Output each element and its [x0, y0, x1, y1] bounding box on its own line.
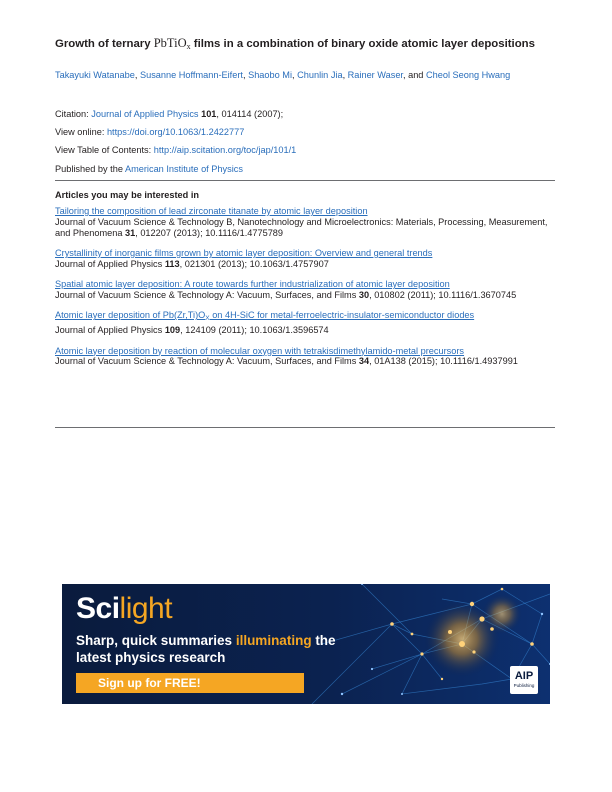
- citation-doi: , 01A138 (2015); 10.1116/1.4937991: [369, 356, 518, 367]
- citation-journal: Journal of Vacuum Science & Technology B, Nanotechnology and Microelectronics: Materials, Processing, Measurement, and Phenomena: [55, 216, 548, 238]
- citation-doi: , 021301 (2013); 10.1063/1.4757907: [179, 258, 329, 269]
- citation-volume: 31: [124, 227, 136, 238]
- title-part: Atomic layer deposition of Pb(Zr,Ti)O: [55, 310, 206, 321]
- related-article-title-link[interactable]: Atomic layer deposition by reaction of molecular oxygen with tetrakisdimethylamido-metal precursors: [55, 345, 465, 356]
- tagline-highlight: illuminating: [235, 633, 312, 648]
- view-online-label: View online:: [55, 127, 107, 138]
- toc-line: [55, 141, 555, 159]
- divider-top: [55, 180, 555, 181]
- citation-journal-link[interactable]: Journal of Applied Physics: [91, 109, 199, 119]
- related-article: [55, 248, 555, 270]
- toc-link[interactable]: http://aip.scitation.org/toc/jap/101/1: [153, 145, 297, 156]
- signup-button[interactable]: Sign up for FREE!: [76, 673, 304, 693]
- related-article: [55, 346, 555, 368]
- author-separator: ,: [342, 70, 348, 80]
- author-separator: , and: [402, 70, 426, 80]
- citation-doi: , 012207 (2013); 10.1116/1.4775789: [135, 227, 284, 238]
- citation-journal: Journal of Applied Physics: [55, 325, 165, 336]
- citation-journal: Journal of Vacuum Science & Technology A: Vacuum, Surfaces, and Films: [55, 356, 359, 367]
- title-formula: [154, 36, 191, 50]
- title-formula-base: PbTiO: [153, 36, 187, 50]
- author-separator: ,: [134, 70, 140, 80]
- related-articles-list: [55, 206, 555, 377]
- citation-pages-year: , 014114 (2007);: [216, 109, 284, 119]
- tagline-post: the latest physics research: [76, 633, 336, 665]
- citation-volume: 34: [358, 356, 370, 367]
- view-online-line: [55, 123, 555, 141]
- publisher-label: Published by the: [55, 163, 125, 174]
- related-article-citation: [55, 217, 555, 239]
- related-article: [55, 206, 555, 238]
- author-link[interactable]: Chunlin Jia: [297, 70, 343, 80]
- brand-main-text: Sci: [76, 592, 120, 625]
- citation-block: [55, 105, 555, 178]
- related-article: [55, 310, 555, 336]
- citation-volume: 113: [164, 258, 180, 269]
- author-separator: ,: [242, 70, 249, 80]
- citation-volume: 101: [201, 109, 217, 119]
- related-article-citation: [55, 290, 555, 301]
- toc-label: View Table of Contents:: [55, 145, 154, 156]
- citation-doi: , 124109 (2011); 10.1063/1.3596574: [180, 325, 329, 336]
- related-article-citation: [55, 356, 555, 367]
- related-articles-heading: Articles you may be interested in: [55, 190, 199, 200]
- doi-link[interactable]: https://doi.org/10.1063/1.2422777: [106, 127, 245, 138]
- citation-volume: 30: [358, 289, 370, 300]
- citation-journal: Journal of Applied Physics: [55, 258, 165, 269]
- author-link[interactable]: Susanne Hoffmann-Eifert: [139, 70, 243, 80]
- title-formula-subscript: x: [186, 42, 191, 51]
- aip-publishing-logo: [510, 666, 538, 694]
- author-link[interactable]: Shaobo Mi: [248, 70, 292, 80]
- author-link[interactable]: Cheol Seong Hwang: [425, 70, 511, 80]
- citation-label: Citation:: [55, 109, 92, 119]
- scilight-logo: [76, 592, 172, 626]
- related-article-citation: [55, 325, 555, 336]
- scilight-ad-banner[interactable]: [62, 584, 550, 704]
- citation-journal: Journal of Vacuum Science & Technology A: Vacuum, Surfaces, and Films: [55, 289, 359, 300]
- related-article-title-link[interactable]: Spatial atomic layer deposition: A route towards further industrialization of atomic layer deposition: [55, 279, 450, 290]
- aip-logo-text: AIP: [514, 670, 534, 682]
- related-article-title-link[interactable]: [55, 310, 555, 325]
- citation-volume: 109: [164, 325, 181, 336]
- publisher-line: [55, 160, 555, 178]
- banner-tagline: [76, 632, 366, 666]
- article-title: [55, 36, 555, 54]
- author-link[interactable]: Rainer Waser: [347, 70, 403, 80]
- title-text-post: films in a combination of binary oxide atomic layer depositions: [190, 38, 535, 50]
- aip-logo-subtext: Publishing: [513, 683, 535, 688]
- related-article-title-link[interactable]: Crystallinity of inorganic films grown by atomic layer deposition: Overview and general trends: [55, 247, 433, 258]
- brand-accent-text: light: [119, 592, 173, 625]
- author-separator: ,: [292, 70, 298, 80]
- author-list: [55, 69, 565, 81]
- title-text-pre: Growth of ternary: [55, 38, 154, 50]
- citation-line: [55, 105, 555, 123]
- title-part: on 4H-SiC for metal-ferroelectric-insulator-semiconductor diodes: [209, 310, 475, 321]
- citation-doi: , 010802 (2011); 10.1116/1.3670745: [369, 289, 517, 300]
- publisher-link[interactable]: American Institute of Physics: [124, 163, 243, 174]
- title-subscript: X: [205, 315, 210, 323]
- related-article: [55, 279, 555, 301]
- author-link[interactable]: Takayuki Watanabe: [55, 70, 135, 80]
- divider-bottom: [55, 427, 555, 428]
- tagline-pre: Sharp, quick summaries: [76, 633, 236, 648]
- related-article-title-link[interactable]: Tailoring the composition of lead zirconate titanate by atomic layer deposition: [55, 206, 368, 216]
- related-article-citation: [55, 259, 555, 270]
